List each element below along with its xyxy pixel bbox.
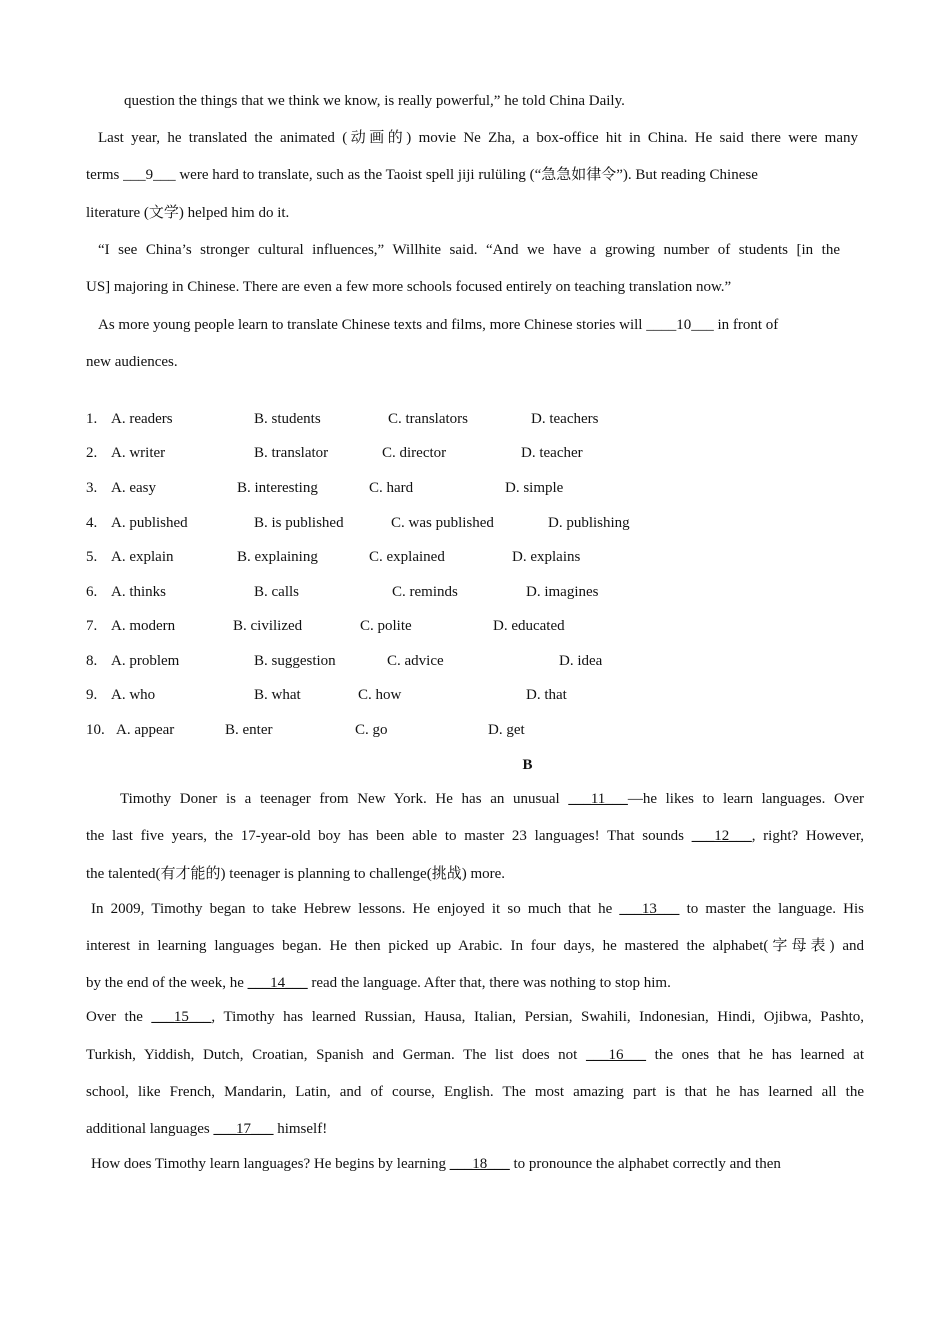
passage-a-line: terms ___9___ were hard to translate, such as the Taoist spell jiji rulüling (“急急如律令”). But reading Chinese [86, 167, 758, 183]
option-c[interactable]: C. hard [369, 480, 414, 496]
passage-b-line: the last five years, the 17-year-old boy has been able to master 23 languages! That sounds ___12___, right? However, [86, 828, 864, 844]
question-number: 9. [86, 687, 98, 703]
option-a[interactable]: A. problem [111, 653, 180, 669]
blank-16: ___16___ [586, 1047, 647, 1063]
blank-12: ___12___ [691, 828, 752, 844]
option-d[interactable]: D. educated [493, 618, 565, 634]
option-c[interactable]: C. translators [388, 411, 468, 427]
question-number: 2. [86, 445, 98, 461]
passage-b-line: the talented(有才能的) teenager is planning to challenge(挑战) more. [86, 866, 506, 882]
blank-10: ____10___ [646, 317, 714, 333]
blank-11: ___11___ [568, 791, 628, 807]
option-b[interactable]: B. explaining [237, 549, 318, 565]
section-heading: B [522, 757, 533, 773]
blank-13: ___13___ [619, 901, 680, 917]
passage-b-line: How does Timothy learn languages? He begins by learning ___18___ to pronounce the alphabet correctly and then [91, 1156, 781, 1172]
blank-18: ___18___ [449, 1156, 510, 1172]
option-a[interactable]: A. writer [111, 445, 166, 461]
option-d[interactable]: D. publishing [548, 515, 630, 531]
option-b[interactable]: B. interesting [237, 480, 318, 496]
option-c[interactable]: C. reminds [392, 584, 458, 600]
option-d[interactable]: D. teacher [521, 445, 583, 461]
passage-a-line: question the things that we think we know, is really powerful,” he told China Daily. [124, 93, 625, 109]
passage-a-line: US] majoring in Chinese. There are even a few more schools focused entirely on teaching translation now.” [86, 279, 732, 295]
option-a[interactable]: A. readers [111, 411, 173, 427]
passage-a-line: new audiences. [86, 354, 178, 370]
blank-15: ___15___ [151, 1009, 212, 1025]
option-d[interactable]: D. teachers [531, 411, 599, 427]
option-d[interactable]: D. simple [505, 480, 564, 496]
option-b[interactable]: B. is published [254, 515, 344, 531]
option-b[interactable]: B. enter [225, 722, 273, 738]
option-b[interactable]: B. translator [254, 445, 329, 461]
option-d[interactable]: D. explains [512, 549, 581, 565]
passage-b-line: In 2009, Timothy began to take Hebrew lessons. He enjoyed it so much that he ___13___ to master the language. His [91, 901, 864, 917]
option-c[interactable]: C. was published [391, 515, 494, 531]
option-c[interactable]: C. advice [387, 653, 444, 669]
question-number: 1. [86, 411, 98, 427]
passage-a-line: Last year, he translated the animated (动画的) movie Ne Zha, a box-office hit in China. He said there were many [98, 130, 858, 146]
passage-b-line: Turkish, Yiddish, Dutch, Croatian, Spanish and German. The list does not ___16___ the ones that he has learned at [86, 1047, 864, 1063]
option-a[interactable]: A. modern [111, 618, 176, 634]
blank-17: ___17___ [213, 1121, 274, 1137]
question-number: 4. [86, 515, 98, 531]
option-c[interactable]: C. how [358, 687, 402, 703]
blank-14: ___14___ [247, 975, 308, 991]
option-d[interactable]: D. imagines [526, 584, 599, 600]
option-b[interactable]: B. students [254, 411, 321, 427]
blank-9: ___9___ [123, 167, 176, 183]
option-b[interactable]: B. calls [254, 584, 299, 600]
question-number: 3. [86, 480, 98, 496]
passage-b-line: additional languages ___17___ himself! [86, 1121, 328, 1137]
option-a[interactable]: A. easy [111, 480, 156, 496]
passage-a-line: As more young people learn to translate Chinese texts and films, more Chinese stories will ____10___ in front of [98, 317, 779, 333]
option-c[interactable]: C. go [355, 722, 388, 738]
option-b[interactable]: B. civilized [233, 618, 303, 634]
question-number: 8. [86, 653, 98, 669]
option-b[interactable]: B. what [254, 687, 301, 703]
question-number: 5. [86, 549, 98, 565]
passage-b-line: school, like French, Mandarin, Latin, and of course, English. The most amazing part is that he has learned all the [86, 1084, 864, 1100]
option-a[interactable]: A. explain [111, 549, 174, 565]
question-number: 6. [86, 584, 98, 600]
option-d[interactable]: D. get [488, 722, 525, 738]
passage-a-line: literature (文学) helped him do it. [86, 205, 290, 221]
option-c[interactable]: C. polite [360, 618, 412, 634]
option-a[interactable]: A. appear [116, 722, 175, 738]
passage-b-line: interest in learning languages began. He then picked up Arabic. In four days, he mastered the alphabet(字母表) and [86, 938, 864, 954]
option-c[interactable]: C. director [382, 445, 447, 461]
option-d[interactable]: D. idea [559, 653, 603, 669]
passage-b-line: Timothy Doner is a teenager from New York. He has an unusual ___11___—he likes to learn languages. Over [120, 791, 864, 807]
option-a[interactable]: A. thinks [111, 584, 167, 600]
passage-b-line: Over the ___15___, Timothy has learned Russian, Hausa, Italian, Persian, Swahili, Indonesian, Hindi, Ojibwa, Pashto, [86, 1009, 864, 1025]
option-c[interactable]: C. explained [369, 549, 445, 565]
passage-b-line: by the end of the week, he ___14___ read the language. After that, there was nothing to stop him. [86, 975, 671, 991]
option-d[interactable]: D. that [526, 687, 567, 703]
question-number: 7. [86, 618, 98, 634]
option-a[interactable]: A. published [111, 515, 188, 531]
option-b[interactable]: B. suggestion [254, 653, 336, 669]
passage-a-line: “I see China’s stronger cultural influences,” Willhite said. “And we have a growing number of students [in the [98, 242, 840, 258]
question-number: 10. [86, 722, 105, 738]
option-a[interactable]: A. who [111, 687, 156, 703]
